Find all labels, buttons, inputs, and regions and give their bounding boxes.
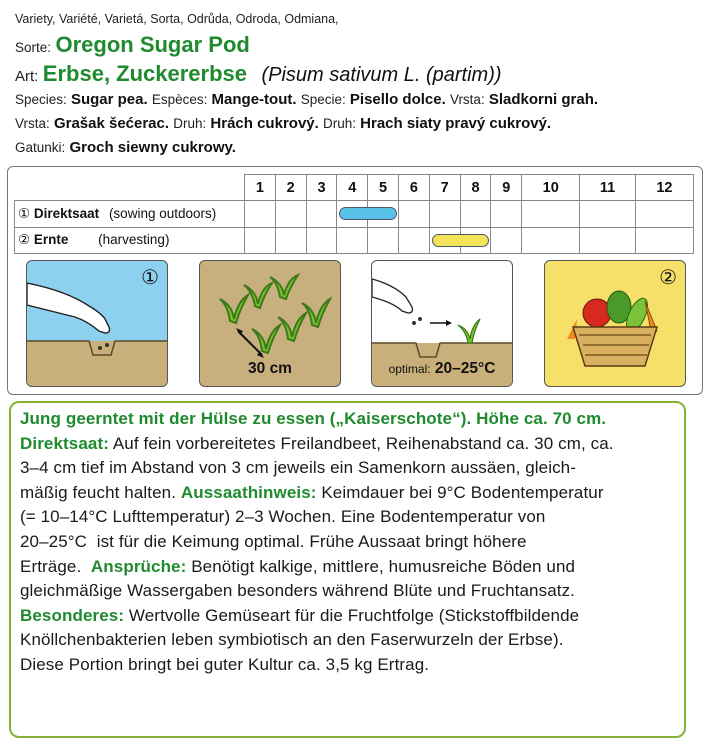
species-fr-label: Espèces:: [151, 92, 208, 107]
row-spacing-label: 30 cm: [248, 360, 292, 377]
optimal-temperature-value: 20–25°C: [434, 360, 496, 377]
desc-intro: Jung geerntet mit der Hülse zu essen („Kaiserschote“). Höhe ca. 70 cm.: [20, 409, 607, 428]
species-sk-value: Hrach siaty pravý cukrový.: [360, 115, 552, 132]
row-label-sowing: [15, 201, 245, 228]
species-sl-value: Sladkorni grah.: [488, 91, 599, 108]
month-10: 10: [522, 175, 580, 201]
species-cz-value: Hrách cukrový.: [210, 115, 319, 132]
heading-besonderes: Besonderes:: [20, 605, 125, 625]
month-header-row: [15, 175, 694, 201]
species-pl-value: Groch siewny cukrowy.: [69, 139, 236, 156]
variety-languages-line: Variety, Variété, Varietá, Sorta, Odrůda, Odroda, Odmiana,: [15, 12, 339, 26]
species-sl-label: Vrsta:: [449, 92, 485, 107]
germination-temperature-label: [372, 360, 512, 378]
month-12: 12: [635, 175, 693, 201]
species-fr-value: Mange-tout.: [211, 91, 297, 108]
species-it-value: Pisello dolce.: [349, 91, 446, 108]
species-it-label: Specie:: [300, 92, 346, 107]
month-5: 5: [368, 175, 399, 201]
desc-line-9: Besonderes: Wertvolle Gemüseart für die Fruchtfolge (Stickstoffbildende: [20, 605, 580, 625]
desc-line-11: Diese Portion bringt bei guter Kultur ca. 3,5 kg Ertrag.: [20, 654, 430, 674]
species-hr-value: Grašak šećerac.: [53, 115, 170, 132]
step-1-marker: ①: [18, 205, 31, 221]
desc-line-3: 3–4 cm tief im Abstand von 3 cm jeweils ein Samenkorn aussäen, gleich-: [20, 458, 576, 478]
cultivation-description: [9, 401, 686, 738]
month-7: 7: [429, 175, 460, 201]
species-pl-label: Gatunki:: [15, 140, 66, 155]
desc-line-5: (= 10–14°C Lufttemperatur) 2–3 Wochen. Eine Bodentemperatur von: [20, 507, 546, 527]
month-2: 2: [275, 175, 306, 201]
panel-row-spacing: [199, 260, 341, 387]
optimal-prefix: optimal:: [388, 362, 431, 376]
species-hr-label: Vrsta:: [15, 116, 50, 131]
panel-harvest-basket: [544, 260, 686, 387]
month-6: 6: [398, 175, 429, 201]
species-en-label: Species:: [15, 92, 67, 107]
panel-sowing-by-hand: [26, 260, 168, 387]
panel-germination-temperature: [371, 260, 513, 387]
month-1: 1: [245, 175, 276, 201]
sorte-label: Sorte:: [15, 40, 52, 55]
row-name-harvest: Ernte: [33, 232, 69, 248]
month-8: 8: [460, 175, 491, 201]
desc-line-2: Direktsaat: Auf fein vorbereitetes Freilandbeet, Reihenabstand ca. 30 cm, ca.: [20, 433, 614, 453]
row-name-sowing: Direktsaat: [33, 205, 100, 221]
month-9: 9: [491, 175, 522, 201]
calendar-row-harvest: [15, 227, 694, 254]
art-row: [15, 61, 502, 87]
desc-line-10: Knöllchenbakterien leben symbiotisch an den Faserwurzeln der Erbse).: [20, 630, 564, 650]
art-label: Art:: [15, 68, 39, 85]
row-translation-harvest: (harvesting): [98, 232, 170, 248]
desc-line-8: gleichmäßige Wassergaben besonders während Blüte und Fruchtansatz.: [20, 581, 575, 601]
species-translations-line-2: [15, 115, 551, 132]
species-translations-line-3: [15, 139, 236, 156]
row-label-harvest: [15, 227, 245, 254]
species-sk-label: Druh:: [322, 116, 356, 131]
heading-direktsaat: Direktsaat:: [20, 433, 109, 453]
month-11: 11: [580, 175, 635, 201]
month-3: 3: [306, 175, 337, 201]
heading-ansprueche: Ansprüche:: [90, 556, 187, 576]
species-cz-label: Druh:: [173, 116, 207, 131]
panel-step-1-marker: ①: [141, 267, 159, 289]
step-2-marker: ②: [18, 232, 31, 248]
panel-step-2-marker: ②: [659, 267, 677, 289]
sowing-calendar: [14, 174, 694, 254]
species-name: Erbse, Zuckererbse: [42, 61, 248, 86]
heading-aussaathinweis: Aussaathinweis:: [180, 482, 317, 502]
desc-line-6: 20–25°C ist für die Keimung optimal. Frühe Aussaat bringt höhere: [20, 531, 527, 551]
calendar-row-sowing: [15, 201, 694, 228]
latin-name: (Pisum sativum L. (partim)): [261, 64, 502, 86]
month-4: 4: [337, 175, 368, 201]
desc-line-4: mäßig feucht halten. Aussaathinweis: Keimdauer bei 9°C Bodentemperatur: [20, 482, 604, 502]
sorte-row: [15, 32, 250, 58]
desc-line-7: Erträge. Ansprüche: Benötigt kalkige, mittlere, humusreiche Böden und: [20, 556, 576, 576]
species-en-value: Sugar pea.: [70, 91, 148, 108]
sowing-period-bar: [339, 207, 397, 220]
harvest-period-bar: [432, 234, 490, 247]
species-translations-line-1: [15, 91, 598, 108]
row-translation-sowing: (sowing outdoors): [108, 205, 217, 221]
variety-name: Oregon Sugar Pod: [55, 32, 250, 57]
